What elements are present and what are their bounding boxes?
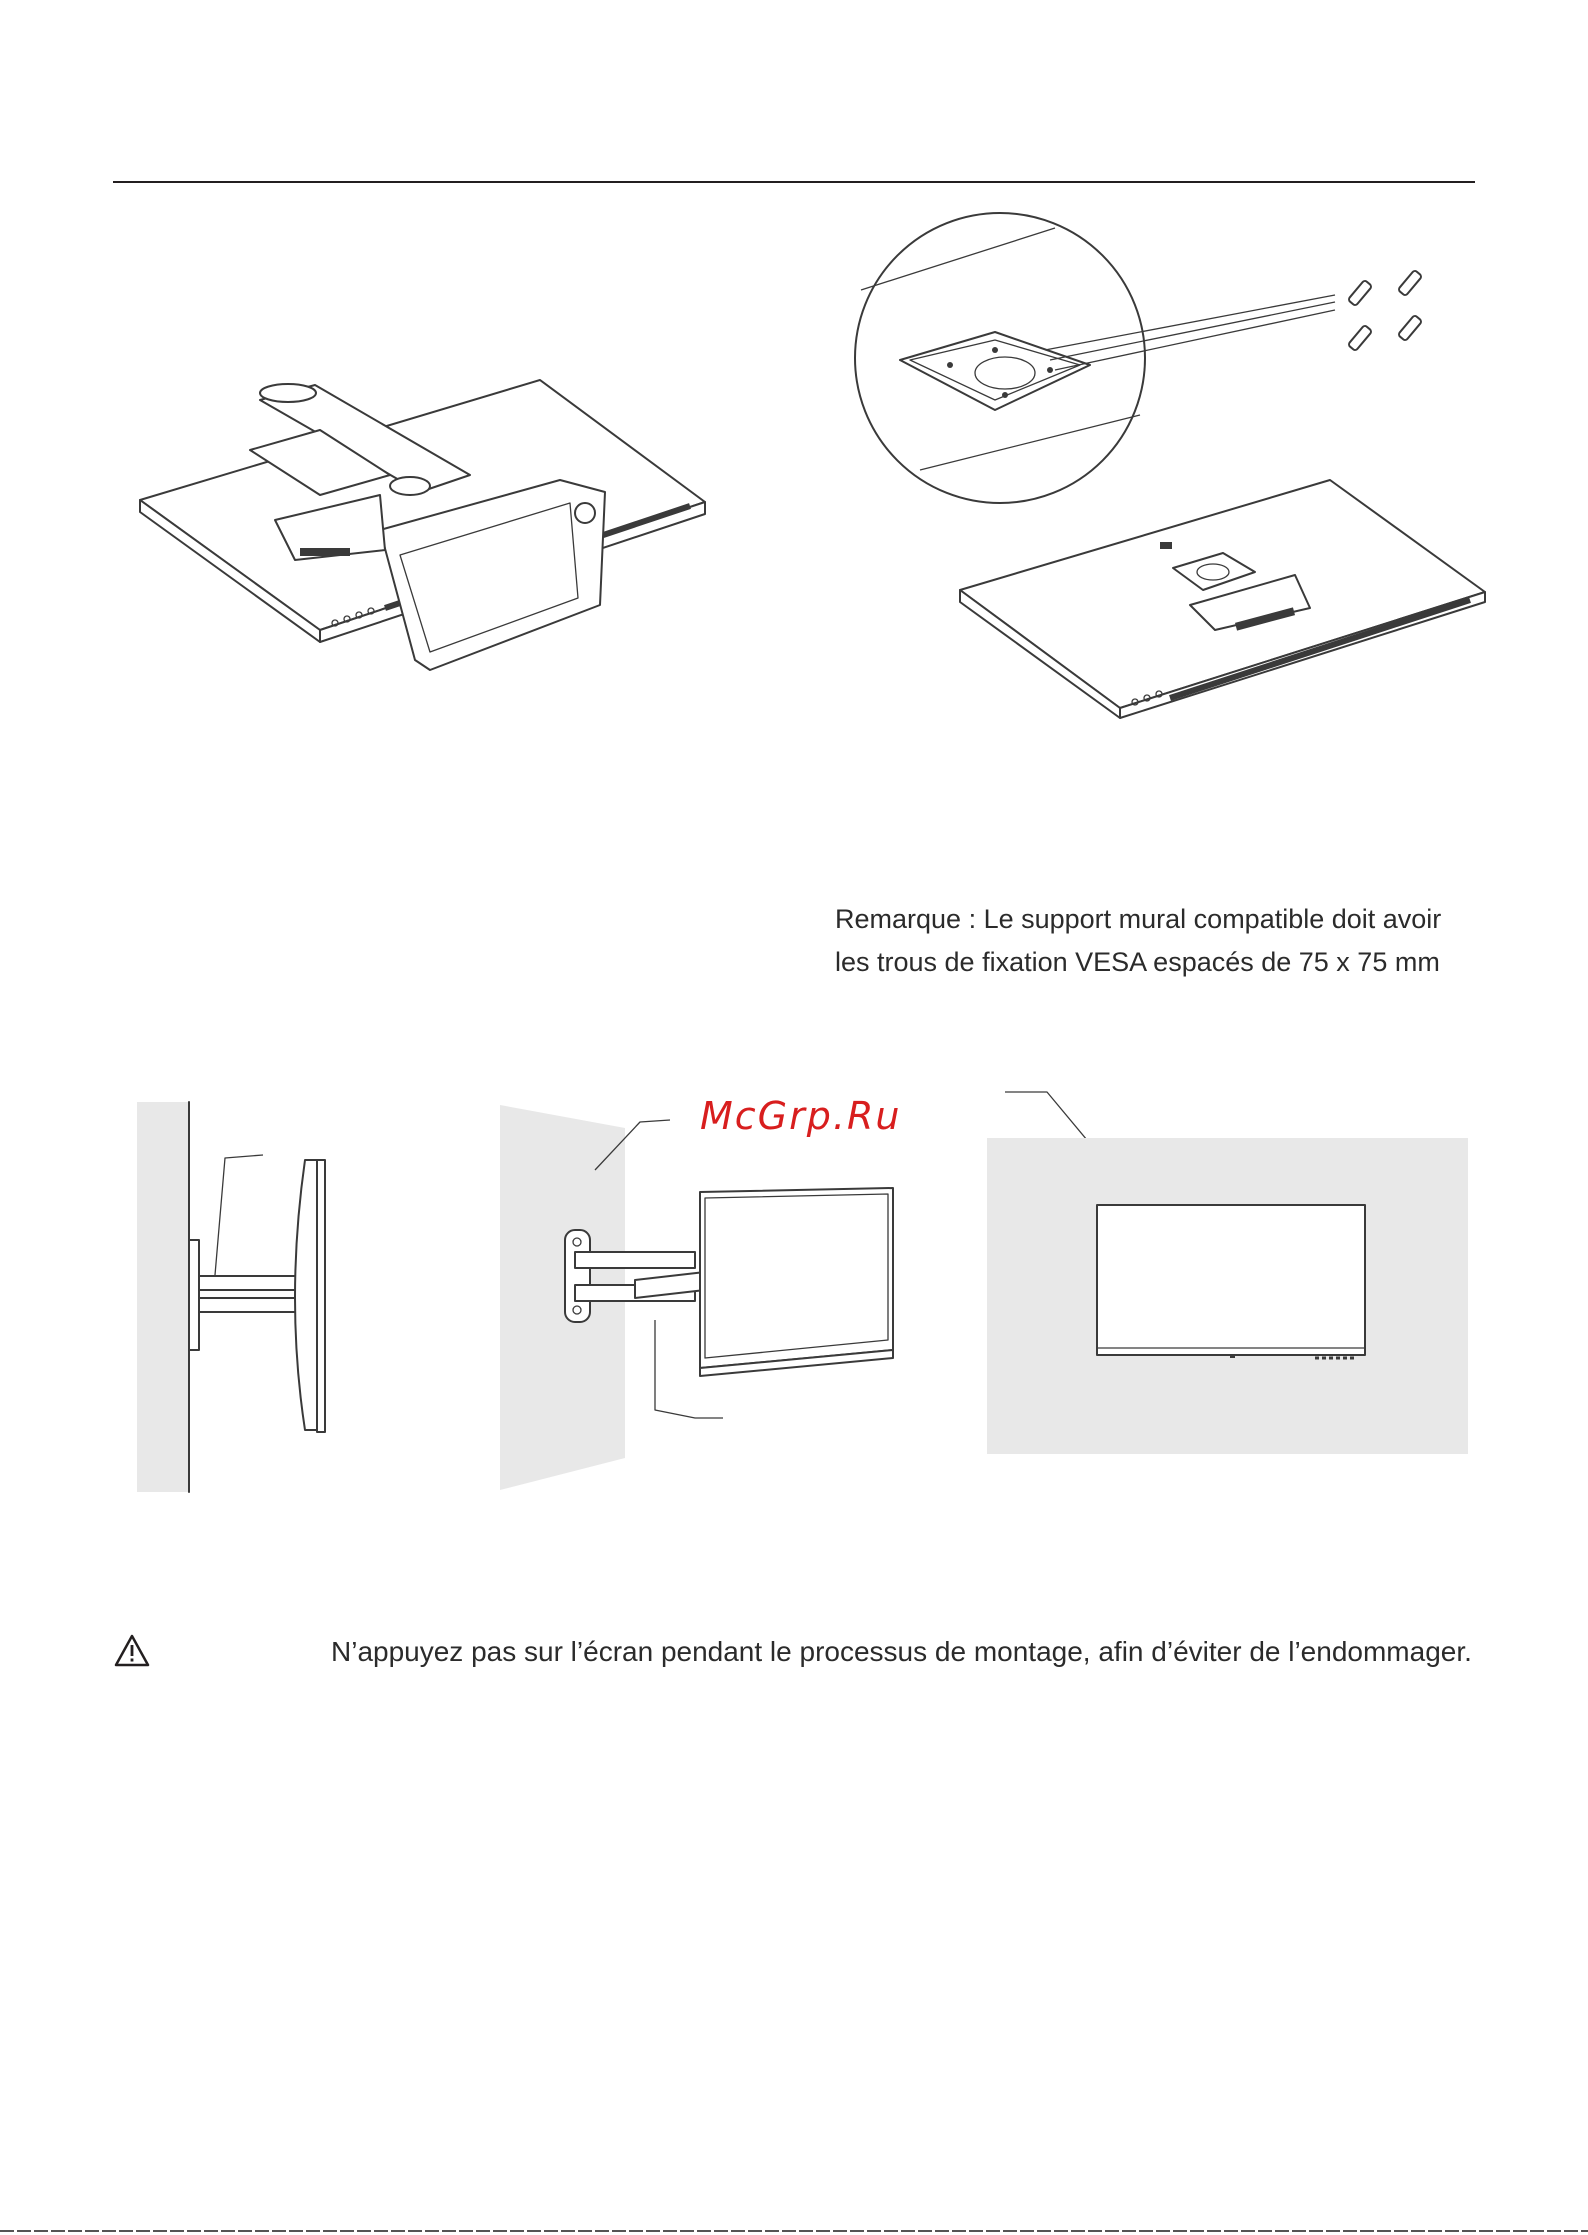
wall-mounted-front-view — [985, 1090, 1470, 1455]
watermark: McGrp.Ru — [700, 1094, 902, 1138]
warning-triangle-icon — [114, 1634, 150, 1668]
screw-icon — [1348, 270, 1422, 351]
wall-mount-arm-view — [495, 1100, 915, 1495]
monitor-with-stand-illustration — [130, 380, 730, 680]
warning-text: N’appuyez pas sur l’écran pendant le processus de montage, afin d’éviter de l’endommager. — [331, 1636, 1472, 1667]
top-rule — [113, 181, 1475, 183]
wall-mount-side-view — [135, 1100, 355, 1495]
vesa-screw-mount-illustration — [855, 210, 1495, 710]
bottom-strip — [0, 2226, 1588, 2235]
vesa-note — [835, 898, 1495, 984]
vesa-note-line-1: Remarque : Le support mural compatible doit avoir — [835, 904, 1442, 934]
vesa-note-line-2: les trous de fixation VESA espacés de 75 x 75 mm — [835, 947, 1440, 977]
